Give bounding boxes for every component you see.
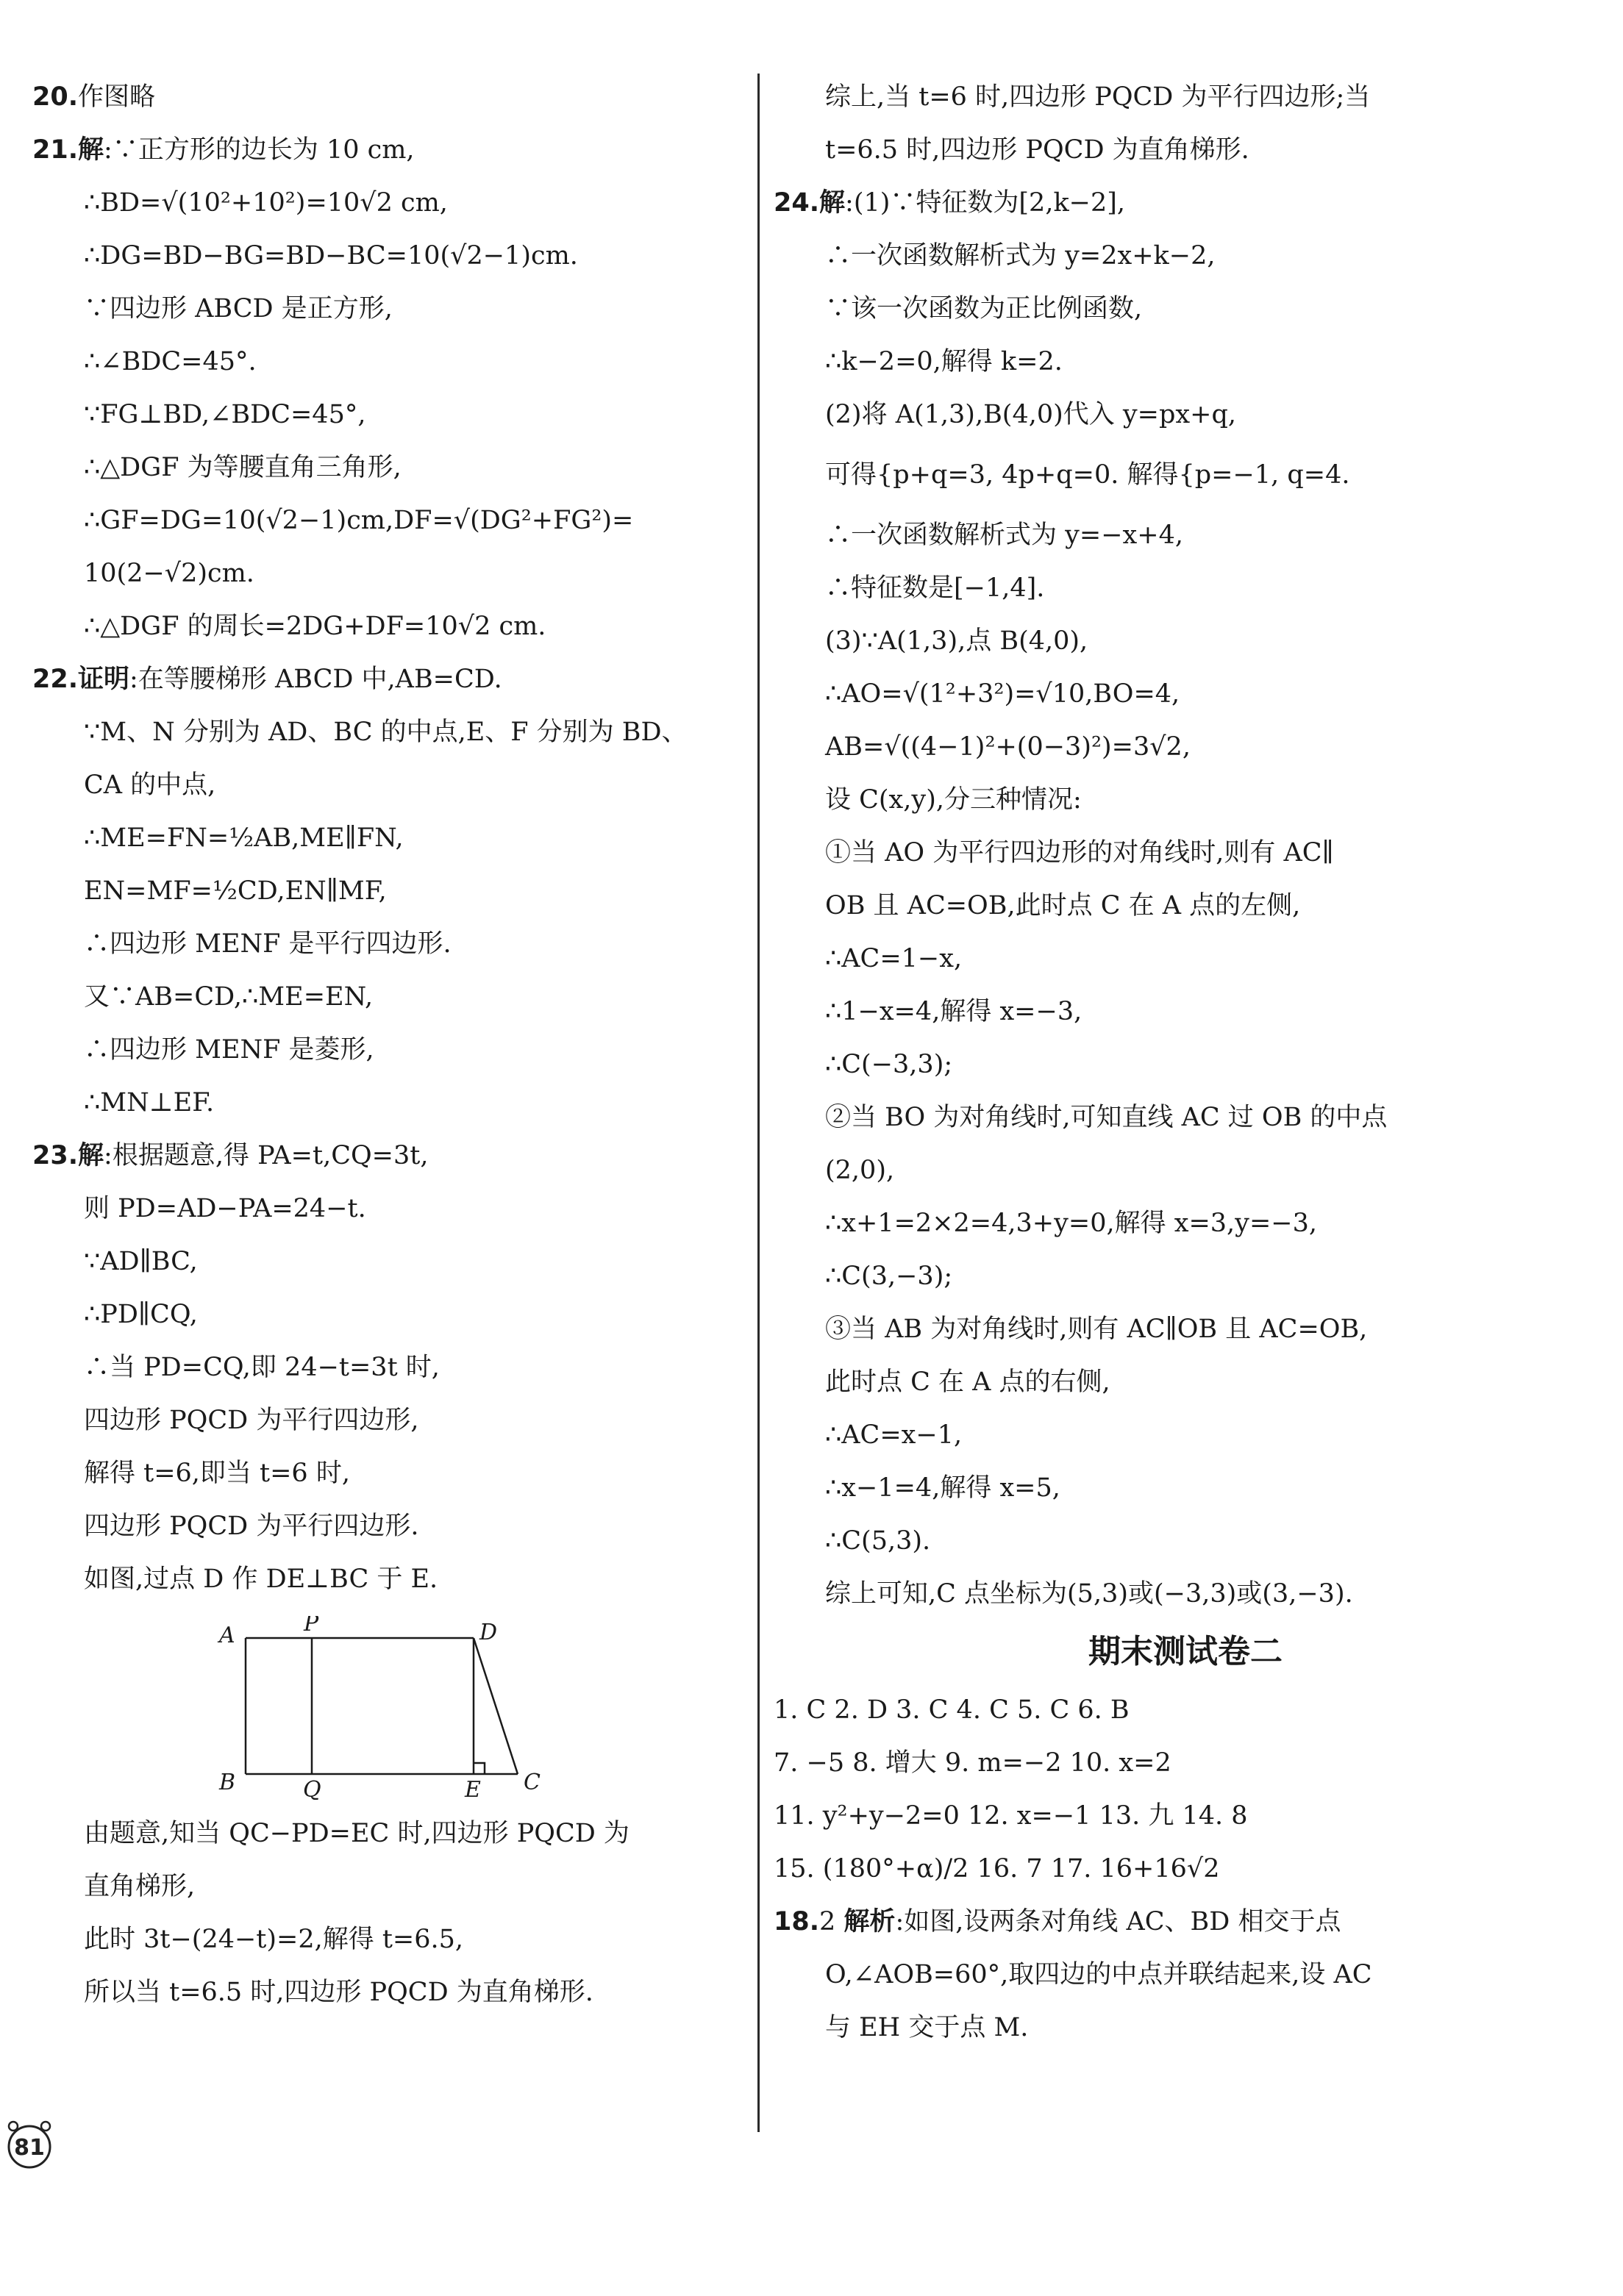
text-line [32,865,744,918]
text-line [32,600,744,653]
line-text: ∵四边形 ABCD 是正方形, [84,294,393,323]
text-line [32,1447,744,1500]
text-line [774,176,1597,229]
line-text: ∴PD∥CQ, [84,1300,198,1329]
answer-line [774,1684,1597,1737]
text-line [32,1807,744,1860]
line-text: ∴x−1=4,解得 x=5, [825,1473,1060,1503]
text-line [32,1023,744,1076]
line-text: ∵AD∥BC, [84,1247,198,1276]
line-text: 作图略 [78,82,156,112]
line-text: O,∠AOB=60°,取四边的中点并联结起来,设 AC [825,1960,1372,1989]
line-text: 综上可知,C 点坐标为(5,3)或(−3,3)或(3,−3). [825,1579,1353,1609]
text-line [32,1860,744,1913]
answer-line [774,1789,1597,1842]
line-text: 又∵AB=CD,∴ME=EN, [84,982,374,1012]
line-text: 2 [819,1907,844,1936]
solution-keyword: 解 [78,1141,104,1170]
text-line [774,1948,1597,2001]
text-line [32,1341,744,1394]
text-line [32,918,744,970]
line-text: ①当 AO 为平行四边形的对角线时,则有 AC∥ [825,838,1334,868]
text-line [774,1895,1597,1948]
segment-DC [474,1638,518,1774]
text-line [774,562,1597,615]
text-line [774,1409,1597,1462]
line-text: 1. C 2. D 3. C 4. C 5. C 6. B [774,1695,1130,1725]
line-text: 由题意,知当 QC−PD=EC 时,四边形 PQCD 为 [84,1819,629,1848]
line-text: 设 C(x,y),分三种情况: [825,785,1082,815]
line-text: ③当 AB 为对角线时,则有 AC∥OB 且 AC=OB, [825,1315,1368,1344]
text-line [774,615,1597,668]
text-line [774,1303,1597,1356]
line-text-rest: :如图,设两条对角线 AC、BD 相交于点 [895,1907,1341,1936]
text-line [774,879,1597,932]
text-line [774,1144,1597,1197]
line-text: ∴四边形 MENF 是菱形, [84,1035,374,1065]
line-text: ∵该一次函数为正比例函数, [825,294,1143,323]
text-line [774,124,1597,176]
line-text: 四边形 PQCD 为平行四边形, [84,1406,419,1435]
question-number: 20. [32,82,79,112]
text-line [32,1500,744,1553]
text-line [774,2001,1597,2054]
line-text: 此时点 C 在 A 点的右侧, [825,1367,1110,1397]
line-text: 15. (180°+α)/2 16. 7 17. 16+16√2 [774,1854,1220,1884]
line-text: ∴∠BDC=45°. [84,347,257,376]
line-text: ∴当 PD=CQ,即 24−t=3t 时, [84,1353,440,1382]
text-line [774,1250,1597,1303]
text-line [774,509,1597,562]
label-Q: Q [303,1777,321,1800]
line-text: ∴C(5,3). [825,1526,931,1556]
text-line [32,812,744,865]
label-E: E [465,1777,481,1800]
text-line [32,494,744,547]
answer-line [774,1737,1597,1789]
trapezoid-figure [209,1616,547,1800]
line-text: ∴四边形 MENF 是平行四边形. [84,929,452,959]
page-number: 81 [14,2135,45,2161]
right-column-lines [774,71,1597,1620]
line-text: (3)∵A(1,3),点 B(4,0), [825,626,1088,656]
line-text: ∴一次函数解析式为 y=−x+4, [825,521,1184,550]
line-text: 10(2−√2)cm. [84,559,254,588]
text-line [32,1288,744,1341]
text-line [774,335,1597,388]
line-text: ∴△DGF 的周长=2DG+DF=10√2 cm. [84,612,546,641]
text-line [32,1966,744,2019]
text-line [32,441,744,494]
solution-keyword: 解 [78,135,104,165]
line-text: EN=MF=½CD,EN∥MF, [84,876,387,906]
text-line [774,1197,1597,1250]
text-line [32,1235,744,1288]
line-text: ∴特征数是[−1,4]. [825,573,1045,603]
text-line [774,668,1597,720]
line-text: 四边形 PQCD 为平行四边形. [84,1512,419,1541]
line-text: ∴DG=BD−BG=BD−BC=10(√2−1)cm. [84,241,578,271]
section-title: 期末测试卷二 [1088,1633,1283,1670]
line-text: ∴AC=1−x, [825,944,963,973]
line-text: :(1)∵特征数为[2,k−2], [845,188,1126,218]
line-text: 与 EH 交于点 M. [825,2013,1029,2042]
line-text: 则 PD=AD−PA=24−t. [84,1194,366,1223]
question-number: 21. [32,135,79,165]
line-text: 所以当 t=6.5 时,四边形 PQCD 为直角梯形. [84,1978,593,2007]
text-line [774,985,1597,1038]
label-P: P [304,1616,319,1637]
line-text: :根据题意,得 PA=t,CQ=3t, [104,1141,429,1170]
line-text: OB 且 AC=OB,此时点 C 在 A 点的左侧, [825,891,1301,920]
text-line [32,1129,744,1182]
text-line [32,653,744,706]
text-line [774,1356,1597,1409]
line-text: 解得 t=6,即当 t=6 时, [84,1459,350,1488]
text-line [774,71,1597,124]
text-line [774,932,1597,985]
text-line [774,826,1597,879]
text-line [32,176,744,229]
answer-lines [774,1684,1597,1895]
line-text: 7. −5 8. 增大 9. m=−2 10. x=2 [774,1748,1171,1778]
label-D: D [479,1620,498,1645]
question-number: 22. [32,665,79,694]
solution-keyword: 证明 [78,665,130,694]
line-text: ②当 BO 为对角线时,可知直线 AC 过 OB 的中点 [825,1103,1388,1132]
line-text: 直角梯形, [84,1872,196,1901]
solution-keyword: 解析 [843,1907,896,1936]
text-line [774,1091,1597,1144]
line-text: ∴ME=FN=½AB,ME∥FN, [84,823,404,853]
line-text: t=6.5 时,四边形 PQCD 为直角梯形. [825,135,1249,165]
text-line [774,1462,1597,1514]
line-text: ∴AC=x−1, [825,1420,963,1450]
text-line [32,547,744,600]
line-text: AB=√((4−1)²+(0−3)²)=3√2, [825,732,1191,762]
line-text: ∵M、N 分别为 AD、BC 的中点,E、F 分别为 BD、 [84,718,688,747]
text-line [32,124,744,176]
line-text: 可得{p+q=3, 4p+q=0. 解得{p=−1, q=4. [825,460,1350,490]
right-column [774,71,1597,2054]
line-text: ∴C(−3,3); [825,1050,953,1079]
text-line [774,720,1597,773]
left-column [32,71,744,2019]
question-18 [774,1895,1597,2054]
text-line [32,1394,744,1447]
text-line [774,388,1597,441]
line-text: ∴x+1=2×2=4,3+y=0,解得 x=3,y=−3, [825,1209,1317,1238]
line-text: ∴1−x=4,解得 x=−3, [825,997,1082,1026]
text-line [32,388,744,441]
text-line [774,282,1597,335]
text-line [32,229,744,282]
line-text: (2)将 A(1,3),B(4,0)代入 y=px+q, [825,400,1236,429]
text-line [774,1038,1597,1091]
line-text: ∴C(3,−3); [825,1262,953,1291]
text-line [32,71,744,124]
text-line [32,706,744,759]
left-column-lines [32,71,744,1606]
line-text: ∴一次函数解析式为 y=2x+k−2, [825,241,1216,271]
line-text: CA 的中点, [84,770,216,800]
line-text: :∵正方形的边长为 10 cm, [104,135,415,165]
label-C: C [524,1770,541,1795]
line-text: ∴MN⊥EF. [84,1088,215,1117]
text-line [32,282,744,335]
question-number: 23. [32,1141,79,1170]
column-divider [757,74,760,2132]
line-text: ∵FG⊥BD,∠BDC=45°, [84,400,366,429]
text-line [774,1567,1597,1620]
line-text: 综上,当 t=6 时,四边形 PQCD 为平行四边形;当 [825,82,1371,112]
text-line [32,1913,744,1966]
label-B: B [219,1770,236,1795]
text-line [32,759,744,812]
line-text: 如图,过点 D 作 DE⊥BC 于 E. [84,1564,438,1594]
text-line [774,1514,1597,1567]
line-text: ∴GF=DG=10(√2−1)cm,DF=√(DG²+FG²)= [84,506,634,535]
line-text: (2,0), [825,1156,895,1185]
line-text: 此时 3t−(24−t)=2,解得 t=6.5, [84,1925,464,1954]
label-A: A [219,1623,235,1648]
line-text: ∴BD=√(10²+10²)=10√2 cm, [84,188,448,218]
right-angle-mark [474,1763,485,1774]
question-number: 24. [774,188,820,218]
text-line [774,441,1597,509]
text-line [32,1076,744,1129]
line-text: :在等腰梯形 ABCD 中,AB=CD. [129,665,502,694]
text-line [32,1182,744,1235]
line-text: ∴△DGF 为等腰直角三角形, [84,453,402,482]
line-text: ∴k−2=0,解得 k=2. [825,347,1063,376]
line-text: ∴AO=√(1²+3²)=√10,BO=4, [825,679,1180,709]
text-line [32,970,744,1023]
text-line [32,335,744,388]
line-text: 11. y²+y−2=0 12. x=−1 13. 九 14. 8 [774,1801,1248,1831]
text-line [32,1553,744,1606]
text-line [774,229,1597,282]
question-number: 18. [774,1907,820,1936]
text-line [774,773,1597,826]
page-number-badge [3,2117,56,2170]
answer-line [774,1842,1597,1895]
solution-keyword: 解 [819,188,846,218]
left-column-lines-after-figure [32,1807,744,2019]
